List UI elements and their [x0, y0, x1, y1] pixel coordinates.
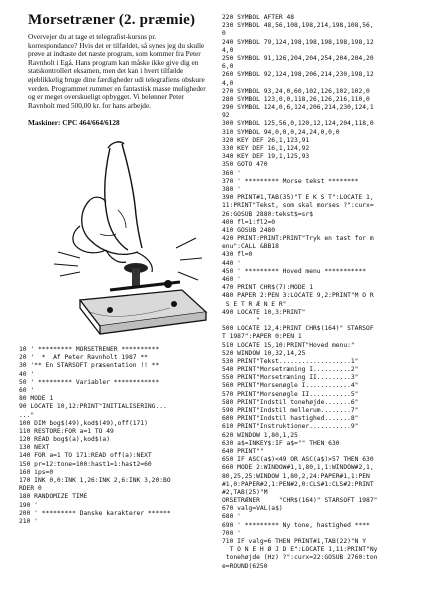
code-line: ..."	[19, 411, 35, 419]
code-line: RDER 0	[19, 485, 42, 493]
code-line: 180 RANDOMIZE TIME	[19, 493, 88, 501]
code-line: 480 PAPER 2:PEN 3:LOCATE 9,2:PRINT"M O R	[222, 292, 374, 300]
code-line: 540 PRINT"Morsetræning I..........2"	[222, 366, 359, 374]
code-line: 310 SYMBOL 94,0,0,0,24,24,0,0,0	[222, 128, 340, 136]
code-line: 570 PRINT"Morsenøgle II...........5"	[222, 390, 359, 398]
code-line: 230 SYMBOL 48,56,108,198,214,198,108,56,	[222, 22, 374, 30]
article-intro	[28, 12, 206, 127]
code-line: 11:PRINT"Tekst, som skal morses ?":curx=	[222, 202, 374, 210]
code-line: 500 LOCATE 12,4:PRINT CHR$(164)" STARSOF	[222, 325, 374, 333]
code-line: 60 '	[19, 386, 35, 394]
code-line: 280 SYMBOL 123,0,0,118,26,126,216,110,0	[222, 95, 370, 103]
code-line: 260 SYMBOL 92,124,198,206,214,230,198,12	[222, 71, 374, 79]
telegraph-key-hand-icon	[50, 140, 210, 340]
code-line: 4,0	[222, 79, 234, 87]
code-line: 690 ' ********* Ny tone, hastighed ****	[222, 521, 370, 529]
code-line: 580 PRINT"Indstil tonehøjde.......6"	[222, 398, 359, 406]
code-line: 4,0	[222, 46, 234, 54]
code-line: 470 PRINT CHR$(7):MODE 1	[222, 284, 313, 292]
basic-listing-left	[19, 346, 216, 526]
code-line: 160 ips=0	[19, 468, 54, 476]
code-line: 340 KEY DEF 19,1,125,93	[222, 153, 310, 161]
basic-listing-right	[222, 14, 427, 571]
code-line: 0	[222, 30, 226, 38]
code-line: 320 KEY DEF 26,1,123,91	[222, 136, 310, 144]
code-line: 460 '	[222, 276, 241, 283]
code-line: 350 GOTO 470	[222, 161, 268, 169]
code-line: 390 PRINT#1,TAB(35)"T E K S T":LOCATE 1,	[222, 194, 374, 202]
code-line: 250 SYMBOL 91,126,204,204,254,204,204,20	[222, 54, 374, 62]
code-line: 200 ' ********* Danske karakterer ******	[19, 509, 171, 517]
article-body: Overvejer du at tage et telegrafist-kursus pr. korrespondance? Hvis det er tilfældet, så synes jeg du skulle prøve at indtaste det næste program, som kommer fra Peter Ravnholt i Egå. Hans program kan måske ikke give dig en statskontrollert eksamen, men det kan i hvert tilfælde øjeblikkelig bruge dine færdigheder udi telegrafiens obskure verden. Programmet rummer en fantastisk masse muligheder og er meget overskueligt opbygget. Vi belønner Peter Ravnholt med 500,00 kr. for hans arbejde.	[28, 32, 206, 110]
code-line: 290 SYMBOL 124,0,6,124,206,214,230,124,1	[222, 104, 374, 112]
code-line: 240 SYMBOL 79,124,198,198,198,198,198,12	[222, 38, 374, 46]
code-line: 6,0	[222, 63, 234, 71]
code-line: 630 a$=INKEY$:IF a$="" THEN 630	[222, 439, 340, 447]
code-line: 490 LOCATE 10,3:PRINT"	[222, 308, 306, 316]
code-line: e=ROUND(6250	[222, 562, 268, 570]
code-line: 700 '	[222, 529, 241, 537]
code-line: #2,TAB(25)"M	[222, 488, 268, 496]
code-line: 510 LOCATE 15,10:PRINT"Hoved menu:"	[222, 341, 355, 349]
code-line: "	[222, 316, 260, 324]
code-line: 450 ' ********* Hoved menu ***********	[222, 267, 367, 275]
code-line: 20 ' * Af Peter Ravnholt 1987 **	[19, 354, 148, 362]
code-line: 190 '	[19, 501, 38, 509]
code-line: 410 GOSUB 2480	[222, 226, 276, 234]
code-line: 150 pr=12:tone=100:hast1=1:hast2=60	[19, 460, 152, 468]
code-line: 50 ' ********* Variabler ************	[19, 378, 160, 386]
code-line: 620 WINDOW 1,80,1,25	[222, 431, 298, 439]
code-line: 560 PRINT"Morsenøgle I............4"	[222, 382, 359, 390]
code-line: 26:GOSUB 2880:tekst$=sr$	[222, 210, 313, 218]
code-line: 170 INK 0,0:INK 1,26:INK 2,6:INK 3,20:BO	[19, 477, 171, 484]
code-line: 300 SYMBOL 125,56,0,120,12,124,204,118,0	[222, 120, 374, 128]
code-line: 420 PRINT:PRINT:PRINT"Tryk en tast for m	[222, 235, 374, 243]
code-line: 370 ' ********* Morse tekst ********	[222, 177, 359, 185]
code-line: T 1987":PAPER 0:PEN 1	[222, 333, 302, 341]
code-line: 440 '	[222, 259, 241, 267]
code-line: #1,0:PAPER#2,1:PEN#2,0:CLS#1:CLS#2:PRINT	[222, 480, 374, 488]
code-line: 130 NEXT	[19, 444, 50, 452]
code-line: 590 PRINT"Indstil mellerum........7"	[222, 407, 359, 414]
code-line: 600 PRINT"Indstil hastighed.......8"	[222, 415, 359, 423]
code-line: 100 DIM bog$(49),kod$(49),off(171)	[19, 419, 148, 427]
article-title: Morsetræner (2. præmie)	[28, 12, 196, 28]
code-line: 90 LOCATE 10,12:PRINT"INITIALISERING...	[19, 403, 167, 411]
code-line: 610 PRINT"Instruktioner...........9"	[222, 423, 359, 431]
code-line: 670 valg=VAL(a$)	[222, 505, 283, 513]
code-line: 330 KEY DEF 16,1,124,92	[222, 145, 310, 152]
code-line: 110 RESTORE:FOR a=1 TO 49	[19, 427, 114, 435]
code-line: 380 '	[222, 185, 241, 193]
code-line: 530 PRINT"Tekst...................1"	[222, 357, 359, 365]
code-line: 520 WINDOW 10,32,14,25	[222, 349, 306, 357]
code-line: 92	[222, 112, 230, 120]
code-line: 210 '	[19, 517, 38, 525]
code-line: 40 '	[19, 370, 35, 378]
code-line: 80 MODE 1	[19, 395, 54, 403]
code-line: 360 '	[222, 169, 241, 177]
code-line: 650 IF ASC(a$)<49 OR ASC(a$)>57 THEN 630	[222, 456, 374, 464]
code-line: T O N E H Ø J D E":LOCATE 1,11:PRINT"Ny	[222, 546, 378, 554]
code-line: enu":CALL &BB18	[222, 243, 279, 251]
code-line: 680 '	[222, 513, 241, 521]
code-line: S E T R Æ N E R"	[222, 300, 287, 308]
code-line: 140 FOR a=1 TO 171:READ off(a):NEXT	[19, 452, 152, 460]
machines-line: Maskiner: CPC 464/664/6128	[28, 118, 120, 128]
code-line: 430 fl=0	[222, 251, 253, 259]
code-line: 400 fl=1:fl2=0	[222, 218, 276, 226]
code-line: 660 MODE 2:WINDOW#1,1,80,1,1:WINDOW#2,1,	[222, 464, 374, 472]
code-line: 80,25,25:WINDOW 1,80,2,24:PAPER#1,1:PEN	[222, 472, 370, 480]
code-line: ORSETRÆNER "CHR$(164)" STARSOFT 1987"	[222, 497, 378, 505]
code-line: 550 PRINT"Morsetræning II.........3"	[222, 374, 359, 382]
code-line: 640 PRINT""	[222, 447, 264, 455]
code-line: 30 '** En STARSOFT præsentation !! **	[19, 362, 160, 370]
code-line: 270 SYMBOL 93,24,0,60,102,126,102,102,0	[222, 87, 370, 95]
code-line: 710 IF valg=6 THEN PRINT#1,TAB(22)"N Y	[222, 538, 367, 545]
code-line: 220 SYMBOL AFTER 48	[222, 14, 295, 21]
code-line: tonehøjde (Hz) ?":curx=22:GOSUB 2760:ton	[222, 554, 378, 562]
code-line: 120 READ bog$(a),kod$(a)	[19, 436, 110, 444]
code-line: 10 ' ********* MORSETRENER **********	[19, 346, 160, 353]
